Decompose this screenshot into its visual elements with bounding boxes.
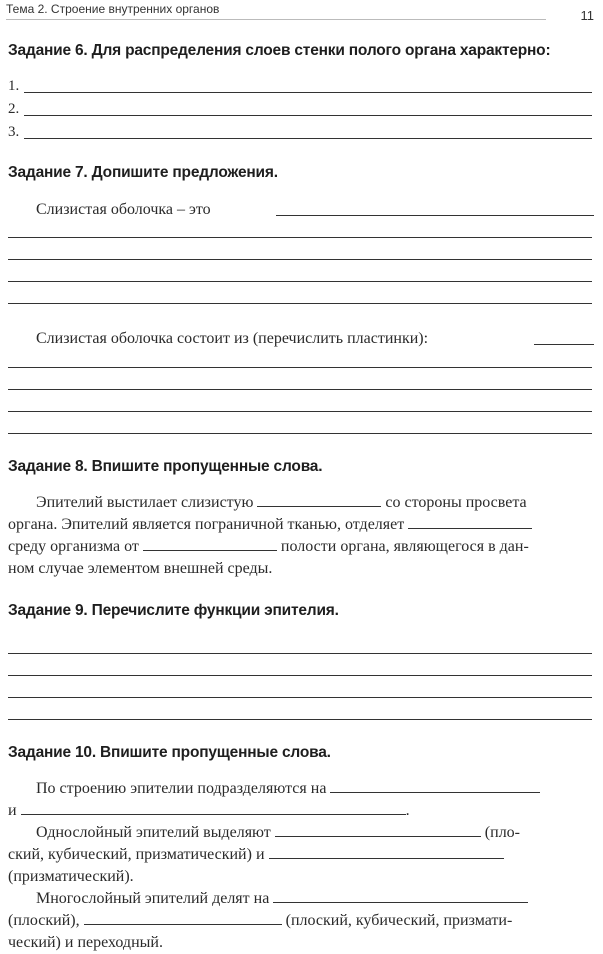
task-10-text bbox=[8, 778, 594, 954]
answer-line[interactable] bbox=[8, 719, 592, 720]
text-line: Однослойный эпителий выделяют (пло- bbox=[36, 824, 520, 841]
task-8-text bbox=[8, 492, 594, 580]
answer-line[interactable] bbox=[8, 433, 592, 434]
answer-line[interactable] bbox=[24, 92, 592, 93]
answer-line[interactable] bbox=[8, 237, 592, 238]
answer-blank[interactable] bbox=[408, 514, 532, 529]
answer-line[interactable] bbox=[8, 259, 592, 260]
answer-line[interactable] bbox=[8, 411, 592, 412]
answer-line[interactable] bbox=[24, 138, 592, 139]
running-head: Тема 2. Строение внутренних органов bbox=[6, 2, 220, 16]
answer-blank[interactable] bbox=[330, 778, 540, 793]
page-number: 11 bbox=[580, 8, 594, 23]
answer-line[interactable] bbox=[8, 367, 592, 368]
task-6-item-2[interactable] bbox=[8, 101, 592, 119]
text-line: органа. Эпителий является пограничной тканью, отделяет bbox=[8, 514, 594, 536]
answer-line[interactable] bbox=[24, 115, 592, 116]
task-8-title: Задание 8. Впишите пропущенные слова. bbox=[8, 458, 323, 475]
sentence-text: Слизистая оболочка – это bbox=[36, 201, 211, 218]
text-line: среду организма от полости органа, являющегося в дан- bbox=[8, 538, 529, 555]
text-line: Эпителий выстилает слизистую со стороны просвета bbox=[36, 494, 527, 511]
answer-line[interactable] bbox=[534, 344, 594, 345]
answer-line[interactable] bbox=[276, 215, 594, 216]
task-7-sentence-2 bbox=[8, 330, 594, 352]
answer-blank[interactable] bbox=[84, 910, 282, 925]
answer-blank[interactable] bbox=[275, 822, 481, 837]
answer-blank[interactable] bbox=[273, 888, 528, 903]
text-line: Многослойный эпителий делят на bbox=[8, 888, 594, 910]
answer-line[interactable] bbox=[8, 697, 592, 698]
answer-blank[interactable] bbox=[269, 844, 504, 859]
task-7-title: Задание 7. Допишите предложения. bbox=[8, 164, 278, 181]
task-6-title: Задание 6. Для распределения слоев стенки полого органа характерно: bbox=[8, 42, 551, 59]
header-rule bbox=[6, 19, 546, 20]
answer-blank[interactable] bbox=[143, 536, 277, 551]
text-line: По строению эпителии подразделяются на bbox=[8, 778, 594, 800]
item-number: 3. bbox=[8, 124, 20, 140]
task-6-item-1[interactable] bbox=[8, 78, 592, 96]
answer-line[interactable] bbox=[8, 389, 592, 390]
text-line: ческий) и переходный. bbox=[8, 934, 163, 951]
answer-line[interactable] bbox=[8, 653, 592, 654]
item-number: 1. bbox=[8, 78, 20, 94]
sentence-text: Слизистая оболочка состоит из (перечислить пластинки): bbox=[36, 330, 429, 347]
answer-line[interactable] bbox=[8, 675, 592, 676]
answer-line[interactable] bbox=[8, 281, 592, 282]
task-7-sentence-1 bbox=[8, 201, 594, 223]
task-9-title: Задание 9. Перечислите функции эпителия. bbox=[8, 602, 339, 619]
answer-blank[interactable] bbox=[21, 800, 406, 815]
text-line: (плоский), (плоский, кубический, призмати- bbox=[8, 912, 513, 929]
item-number: 2. bbox=[8, 101, 20, 117]
task-6-item-3[interactable] bbox=[8, 124, 592, 142]
text-line: и . bbox=[8, 802, 410, 819]
text-line: ский, кубический, призматический) и bbox=[8, 844, 594, 866]
answer-blank[interactable] bbox=[257, 492, 381, 507]
answer-line[interactable] bbox=[8, 303, 592, 304]
task-10-title: Задание 10. Впишите пропущенные слова. bbox=[8, 744, 331, 761]
text-line: ном случае элементом внешней среды. bbox=[8, 560, 273, 577]
text-line: (призматический). bbox=[8, 868, 134, 885]
page-header bbox=[6, 2, 596, 22]
